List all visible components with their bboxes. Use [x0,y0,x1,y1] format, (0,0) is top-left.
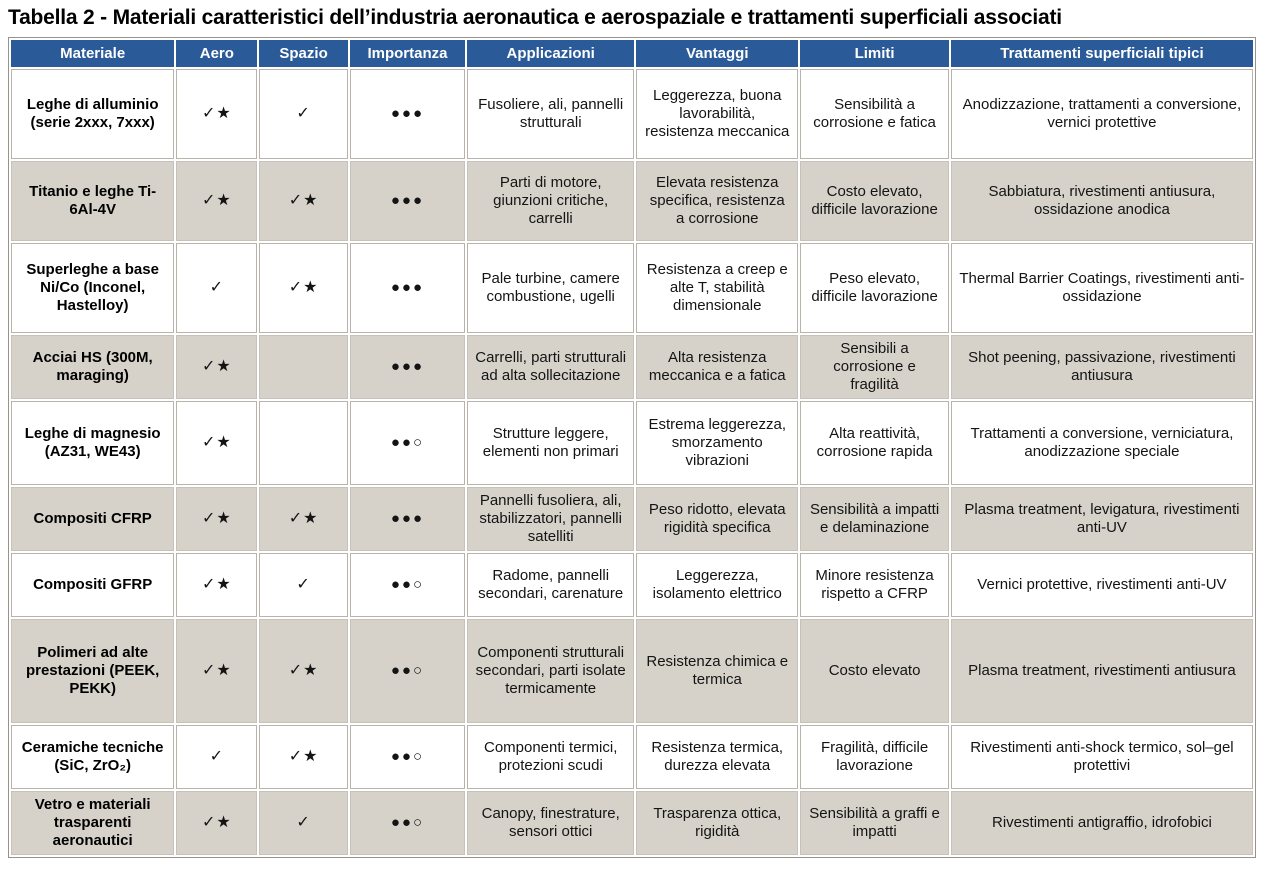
cell-aero: ✓★ [176,791,257,855]
cell-materiale: Compositi GFRP [11,553,174,617]
cell-trattamenti: Rivestimenti antigraffio, idrofobici [951,791,1253,855]
cell-importanza: ●●○ [350,725,465,789]
header-row [11,40,1253,67]
cell-trattamenti: Rivestimenti anti-shock termico, sol–gel protettivi [951,725,1253,789]
cell-importanza: ●●● [350,69,465,159]
cell-importanza: ●●○ [350,553,465,617]
cell-spazio: ✓★ [259,161,347,241]
cell-materiale: Superleghe a base Ni/Co (Inconel, Hastelloy) [11,243,174,333]
cell-applicazioni: Componenti termici, protezioni scudi [467,725,634,789]
cell-spazio: ✓ [259,791,347,855]
cell-trattamenti: Trattamenti a conversione, verniciatura, anodizzazione speciale [951,401,1253,485]
table-row [11,487,1253,551]
cell-vantaggi: Resistenza a creep e alte T, stabilità dimensionale [636,243,798,333]
cell-aero: ✓★ [176,335,257,399]
cell-spazio [259,335,347,399]
cell-limiti: Sensibilità a graffi e impatti [800,791,949,855]
cell-spazio: ✓★ [259,619,347,723]
cell-vantaggi: Alta resistenza meccanica e a fatica [636,335,798,399]
cell-materiale: Ceramiche tecniche (SiC, ZrO₂) [11,725,174,789]
cell-aero: ✓★ [176,161,257,241]
cell-limiti: Costo elevato [800,619,949,723]
cell-spazio: ✓★ [259,243,347,333]
col-header-materiale: Materiale [11,40,174,67]
cell-applicazioni: Parti di motore, giunzioni critiche, carrelli [467,161,634,241]
cell-materiale: Acciai HS (300M, maraging) [11,335,174,399]
cell-spazio [259,401,347,485]
cell-limiti: Sensibili a corrosione e fragilità [800,335,949,399]
table-row [11,619,1253,723]
cell-vantaggi: Elevata resistenza specifica, resistenza a corrosione [636,161,798,241]
cell-importanza: ●●○ [350,619,465,723]
cell-spazio: ✓ [259,553,347,617]
cell-applicazioni: Pannelli fusoliera, ali, stabilizzatori, pannelli satelliti [467,487,634,551]
cell-materiale: Compositi CFRP [11,487,174,551]
cell-applicazioni: Fusoliere, ali, pannelli strutturali [467,69,634,159]
col-header-importanza: Importanza [350,40,465,67]
cell-limiti: Alta reattività, corrosione rapida [800,401,949,485]
cell-materiale: Leghe di alluminio (serie 2xxx, 7xxx) [11,69,174,159]
cell-vantaggi: Trasparenza ottica, rigidità [636,791,798,855]
cell-trattamenti: Sabbiatura, rivestimenti antiusura, ossidazione anodica [951,161,1253,241]
table-row [11,791,1253,855]
cell-trattamenti: Thermal Barrier Coatings, rivestimenti anti-ossidazione [951,243,1253,333]
cell-spazio: ✓★ [259,487,347,551]
col-header-aero: Aero [176,40,257,67]
cell-vantaggi: Resistenza termica, durezza elevata [636,725,798,789]
cell-aero: ✓ [176,243,257,333]
cell-aero: ✓★ [176,619,257,723]
col-header-applicazioni: Applicazioni [467,40,634,67]
cell-aero: ✓ [176,725,257,789]
table-row [11,725,1253,789]
cell-vantaggi: Leggerezza, buona lavorabilità, resistenza meccanica [636,69,798,159]
col-header-trattamenti: Trattamenti superficiali tipici [951,40,1253,67]
cell-materiale: Titanio e leghe Ti-6Al-4V [11,161,174,241]
cell-trattamenti: Plasma treatment, levigatura, rivestimenti anti-UV [951,487,1253,551]
cell-limiti: Sensibilità a impatti e delaminazione [800,487,949,551]
cell-importanza: ●●○ [350,401,465,485]
cell-aero: ✓★ [176,487,257,551]
table-row [11,161,1253,241]
cell-limiti: Costo elevato, difficile lavorazione [800,161,949,241]
cell-importanza: ●●● [350,335,465,399]
cell-aero: ✓★ [176,553,257,617]
cell-materiale: Leghe di magnesio (AZ31, WE43) [11,401,174,485]
cell-trattamenti: Shot peening, passivazione, rivestimenti antiusura [951,335,1253,399]
cell-applicazioni: Pale turbine, camere combustione, ugelli [467,243,634,333]
cell-trattamenti: Vernici protettive, rivestimenti anti-UV [951,553,1253,617]
table-row [11,69,1253,159]
cell-trattamenti: Plasma treatment, rivestimenti antiusura [951,619,1253,723]
cell-applicazioni: Radome, pannelli secondari, carenature [467,553,634,617]
cell-importanza: ●●○ [350,791,465,855]
cell-materiale: Polimeri ad alte prestazioni (PEEK, PEKK) [11,619,174,723]
cell-vantaggi: Estrema leggerezza, smorzamento vibrazioni [636,401,798,485]
cell-applicazioni: Canopy, finestrature, sensori ottici [467,791,634,855]
table-row [11,401,1253,485]
table-row [11,335,1253,399]
table-row [11,243,1253,333]
cell-spazio: ✓ [259,69,347,159]
cell-spazio: ✓★ [259,725,347,789]
cell-limiti: Fragilità, difficile lavorazione [800,725,949,789]
table-row [11,553,1253,617]
col-header-spazio: Spazio [259,40,347,67]
cell-materiale: Vetro e materiali trasparenti aeronautici [11,791,174,855]
materials-table [8,37,1256,858]
cell-limiti: Sensibilità a corrosione e fatica [800,69,949,159]
cell-applicazioni: Strutture leggere, elementi non primari [467,401,634,485]
cell-vantaggi: Leggerezza, isolamento elettrico [636,553,798,617]
cell-vantaggi: Peso ridotto, elevata rigidità specifica [636,487,798,551]
cell-importanza: ●●● [350,161,465,241]
col-header-vantaggi: Vantaggi [636,40,798,67]
cell-applicazioni: Componenti strutturali secondari, parti isolate termicamente [467,619,634,723]
cell-aero: ✓★ [176,401,257,485]
table-title: Tabella 2 - Materiali caratteristici dell’industria aeronautica e aerospaziale e trattamenti superficiali associati [8,6,1062,29]
cell-trattamenti: Anodizzazione, trattamenti a conversione, vernici protettive [951,69,1253,159]
cell-importanza: ●●● [350,243,465,333]
cell-applicazioni: Carrelli, parti strutturali ad alta sollecitazione [467,335,634,399]
cell-aero: ✓★ [176,69,257,159]
cell-limiti: Peso elevato, difficile lavorazione [800,243,949,333]
cell-vantaggi: Resistenza chimica e termica [636,619,798,723]
cell-limiti: Minore resistenza rispetto a CFRP [800,553,949,617]
col-header-limiti: Limiti [800,40,949,67]
cell-importanza: ●●● [350,487,465,551]
